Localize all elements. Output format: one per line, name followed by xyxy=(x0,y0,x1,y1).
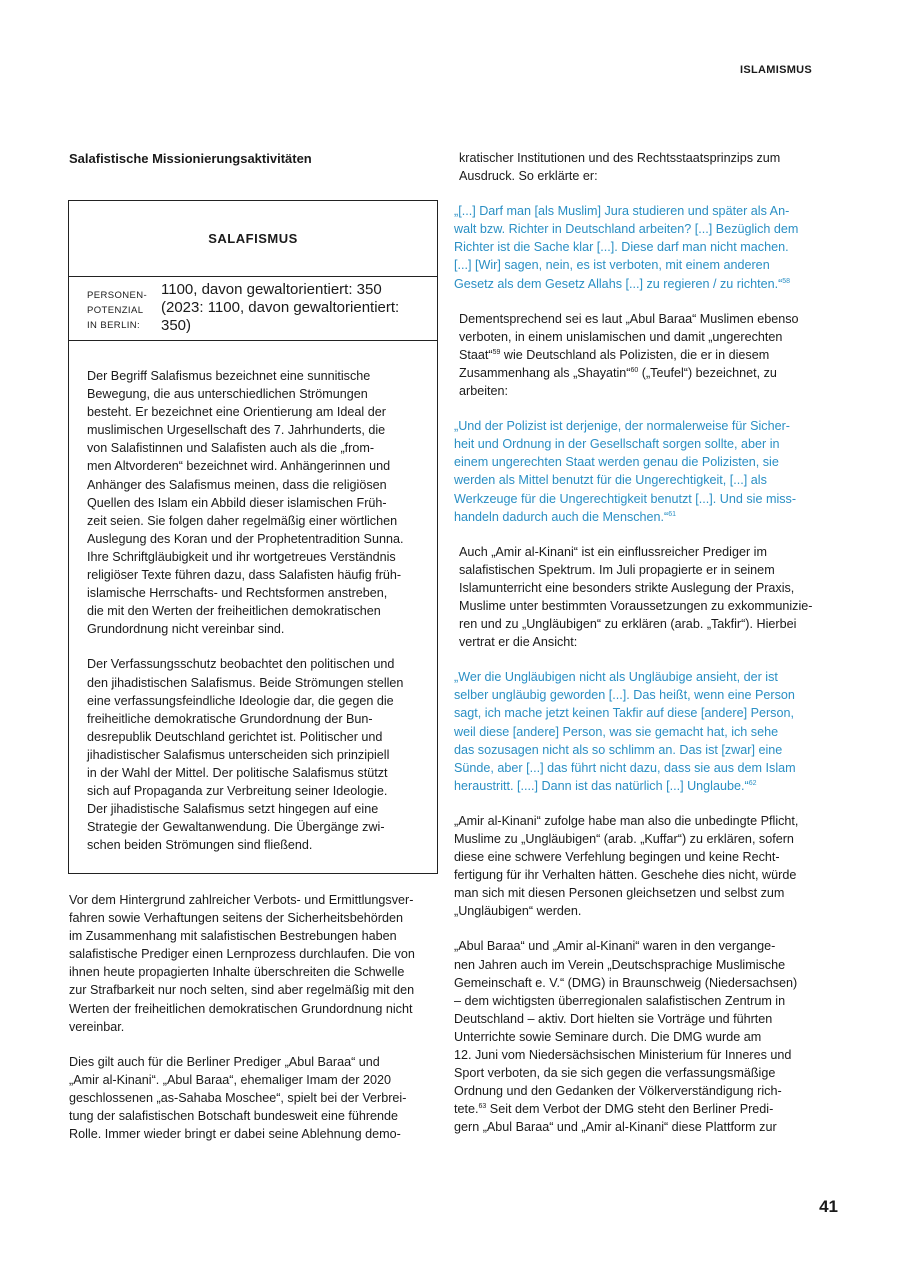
potential-value-line: 350) xyxy=(161,317,192,334)
text-line: 12. Juni vom Niedersächsischen Ministerium für Inneres und xyxy=(454,1048,792,1063)
body-paragraph xyxy=(459,543,839,652)
footnote-ref: 59 xyxy=(492,348,501,356)
text-line: Sport verboten, da sie sich gegen die verfassungsmäßige xyxy=(454,1066,776,1081)
text-line: Unterrichte sowie Seminare durch. Die DMG wurde am xyxy=(454,1029,762,1044)
text-line: Islamunterricht eine besonders strikte Auslegung der Praxis, xyxy=(459,580,795,595)
text-line: „Abul Baraa“ und „Amir al-Kinani“ waren in den vergange- xyxy=(454,939,776,954)
text-line: diese eine schwere Verfehlung begingen und keine Recht- xyxy=(454,850,780,865)
footnote-ref: 61 xyxy=(668,510,677,518)
body-paragraph xyxy=(454,937,839,1136)
text-line: die mit den Werten der freiheitlichen demokratischen xyxy=(87,604,381,619)
text-fragment: wie Deutschland als Polizisten, die er in diesem xyxy=(500,347,770,362)
text-line: Ihre Schriftgläubigkeit und ihr wortgetreues Verständnis xyxy=(87,549,396,564)
text-line: tung der salafistischen Botschaft bundesweit eine führende xyxy=(69,1109,399,1124)
text-line: „[...] Darf man [als Muslim] Jura studieren und später als An- xyxy=(454,204,790,219)
text-line: jihadistischer Salafismus unterscheiden sich prinzipiell xyxy=(87,747,390,762)
text-line: im Zusammenhang mit salafistischen Bestrebungen haben xyxy=(69,929,397,944)
text-line: Gesetz als dem Gesetz Allahs [...] zu regieren / zu richten.“ xyxy=(454,276,783,291)
running-header: ISLAMISMUS xyxy=(740,64,813,76)
quote-block xyxy=(454,417,839,526)
text-line: werden als Mittel benutzt für die Ungerechtigkeit, [...] als xyxy=(454,473,767,488)
text-line: handeln dadurch auch die Menschen.“ xyxy=(454,509,669,524)
text-line: Der Verfassungsschutz beobachtet den politischen und xyxy=(87,657,395,672)
potential-row xyxy=(69,276,437,341)
text-line: vertrat er die Ansicht: xyxy=(459,635,578,650)
text-line: Vor dem Hintergrund zahlreicher Verbots- und Ermittlungsver- xyxy=(69,893,414,907)
potential-label-line: POTENZIAL xyxy=(87,305,144,316)
text-line: den jihadistischen Salafismus. Beide Strömungen stellen xyxy=(87,675,404,690)
text-line: heraustritt. [....] Dann ist das natürlich [...] Unglaube.“ xyxy=(454,778,749,793)
text-line: „Ungläubigen“ werden. xyxy=(454,904,582,919)
text-fragment: tete. xyxy=(454,1102,479,1117)
text-fragment: („Teufel“) bezeichnet, zu xyxy=(638,365,777,380)
text-line: Auch „Amir al-Kinani“ ist ein einflussreicher Prediger im xyxy=(459,544,767,559)
text-line: „Und der Polizist ist derjenige, der normalerweise für Sicher- xyxy=(454,419,790,434)
body-paragraph xyxy=(454,812,839,921)
text-line: Sünde, aber [...] das führt nicht dazu, dass sie aus dem Islam xyxy=(454,760,796,775)
info-box xyxy=(68,200,438,874)
text-line: Richter ist die Sache klar [...]. Diese darf man nicht machen. xyxy=(454,240,789,255)
info-box-paragraph xyxy=(87,655,423,854)
text-line: Der jihadistische Salafismus setzt hingegen auf eine xyxy=(87,802,379,817)
text-line: „Wer die Ungläubigen nicht als Ungläubige ansieht, der ist xyxy=(454,670,778,685)
text-line: Muslime unter bestimmten Voraussetzungen zu exkommunizie- xyxy=(459,598,813,613)
text-line: [...] [Wir] sagen, nein, es ist verboten, mit einem anderen xyxy=(454,258,770,273)
footnote-ref: 60 xyxy=(630,366,639,374)
text-fragment: Staat“ xyxy=(459,347,493,362)
body-paragraph xyxy=(69,1053,444,1143)
text-fragment: Seit dem Verbot der DMG steht den Berliner Predi- xyxy=(486,1102,774,1117)
text-line: schen beiden Strömungen sind fließend. xyxy=(87,838,313,853)
text-line: besteht. Er bezeichnet eine Orientierung am Ideal der xyxy=(87,405,386,420)
potential-label-line: IN BERLIN: xyxy=(87,320,141,331)
text-line: nen Jahren auch im Verein „Deutschsprachige Muslimische xyxy=(454,957,786,972)
text-line: Werkzeuge für die Ungerechtigkeit benutzt [...]. Und sie miss- xyxy=(454,491,797,506)
text-line: Rolle. Immer wieder bringt er dabei seine Ablehnung demo- xyxy=(69,1127,401,1142)
text-line: religiöser Texte führen dazu, dass Salafisten häufig früh- xyxy=(87,568,402,583)
left-column-text xyxy=(69,891,444,1143)
text-line: salafistischen Spektrum. Im Juli propagierte er in seinem xyxy=(459,562,775,577)
potential-label xyxy=(87,288,153,333)
text-line: „Amir al-Kinani“ zufolge habe man also die unbedingte Pflicht, xyxy=(454,813,799,828)
body-paragraph xyxy=(69,891,444,1036)
text-line: in der Wahl der Mittel. Der politische Salafismus stützt xyxy=(87,765,388,780)
text-line: Quellen des Islam ein Abbild dieser islamischen Früh- xyxy=(87,495,387,510)
page-number: 41 xyxy=(819,1197,838,1216)
text-line: Anhänger des Salafismus meinen, dass die religiösen xyxy=(87,477,387,492)
info-box-title: SALAFISMUS xyxy=(69,201,437,277)
footnote-ref: 62 xyxy=(748,779,757,787)
text-line: kratischer Institutionen und des Rechtsstaatsprinzips zum xyxy=(459,151,781,165)
text-line: desrepublik Deutschland gerichtet ist. Politischer und xyxy=(87,729,383,744)
text-line: Dies gilt auch für die Berliner Prediger „Abul Baraa“ und xyxy=(69,1054,380,1069)
text-line: weil diese [andere] Person, was sie gemacht hat, ich sehe xyxy=(454,724,779,739)
text-line: eine verfassungsfeindliche Ideologie dar, die gegen die xyxy=(87,693,394,708)
text-line: geschlossenen „as-Sahaba Moschee“, spielt bei der Verbrei- xyxy=(69,1090,407,1105)
text-line: Strategie der Gewaltanwendung. Die Übergänge zwi- xyxy=(87,820,385,835)
text-line: Dementsprechend sei es laut „Abul Baraa“ Muslimen ebenso xyxy=(459,311,799,326)
section-title: Salafistische Missionierungsaktivitäten xyxy=(69,151,312,166)
text-line: Muslime zu „Ungläubigen“ (arab. „Kuffar“) zu erklären, sofern xyxy=(454,832,794,846)
text-line: heit und Ordnung in der Gesellschaft sorgen sollte, aber in xyxy=(454,437,780,452)
text-line: Deutschland – aktiv. Dort hielten sie Vorträge und führten xyxy=(454,1011,773,1026)
text-line: sich auf Propaganda zur Verbreitung seiner Ideologie. xyxy=(87,784,388,799)
text-line: freiheitliche demokratische Grundordnung der Bun- xyxy=(87,711,373,726)
text-line: Bewegung, die aus unterschiedlichen Strömungen xyxy=(87,387,368,402)
text-line: Grundordnung nicht vereinbar sind. xyxy=(87,622,285,637)
text-line: zeit seien. Sie folgen daher regelmäßig einer wörtlichen xyxy=(87,513,398,528)
text-line: sagt, ich mache jetzt keinen Takfir auf diese [andere] Person, xyxy=(454,706,794,721)
text-line: vereinbar. xyxy=(69,1019,125,1034)
text-line: man sich mit diesen Personen gleichsetzen und selbst zum xyxy=(454,886,785,901)
text-line: salafistische Prediger einen Lernprozess durchlaufen. Die von xyxy=(69,947,415,962)
text-line: das sozusagen nicht als so schlimm an. Das ist [zwar] eine xyxy=(454,742,783,757)
text-line: von Salafistinnen und Salafisten auch als die „from- xyxy=(87,441,375,456)
text-line: verboten, in einem unislamischen und damit „ungerechten xyxy=(459,329,783,344)
text-line: ren und zu „Ungläubigen“ zu erklären (arab. „Takfir“). Hierbei xyxy=(459,617,797,632)
potential-label-line: PERSONEN- xyxy=(87,290,148,301)
footnote-ref: 58 xyxy=(782,277,791,285)
text-line: „Amir al-Kinani“. „Abul Baraa“, ehemaliger Imam der 2020 xyxy=(69,1072,391,1087)
text-line: Gemeinschaft e. V.“ (DMG) in Braunschweig (Niedersachsen) xyxy=(454,975,798,990)
text-line: islamische Herrschafts- und Rechtsformen anstreben, xyxy=(87,586,388,601)
text-line: ihnen heute propagierten Inhalte überschreiten die Schwelle xyxy=(69,965,405,980)
text-line: Ordnung und den Gedanken der Völkerverständigung rich- xyxy=(454,1084,782,1099)
body-paragraph xyxy=(459,310,839,400)
potential-value-line: (2023: 1100, davon gewaltorientiert: xyxy=(161,299,400,316)
text-line: – dem wichtigsten überregionalen salafistischen Zentrum in xyxy=(454,993,786,1008)
text-line: Ausdruck. So erklärte er: xyxy=(459,169,598,184)
text-fragment: Zusammenhang als „Shayatin“ xyxy=(459,365,631,380)
right-column-text xyxy=(454,149,839,1137)
text-line: gern „Abul Baraa“ und „Amir al-Kinani“ diese Plattform zur xyxy=(454,1120,777,1135)
text-line: Auslegung des Koran und der Prophetentradition Sunna. xyxy=(87,531,404,546)
potential-value xyxy=(161,281,429,335)
info-box-paragraph xyxy=(87,367,423,638)
text-line: fahren sowie Verhaftungen seitens der Sicherheitsbehörden xyxy=(69,911,403,926)
text-line: selber ungläubig geworden [...]. Das heißt, wenn eine Person xyxy=(454,688,795,703)
text-line: Der Begriff Salafismus bezeichnet eine sunnitische xyxy=(87,369,371,383)
info-box-body xyxy=(87,367,423,871)
body-paragraph xyxy=(459,149,839,185)
text-line: einem ungerechten Staat werden genau die Polizisten, sie xyxy=(454,455,779,470)
text-line: walt bzw. Richter in Deutschland arbeiten? [...] Bezüglich dem xyxy=(454,222,799,237)
text-line: fertigung für ihr Verhalten hätten. Geschehe dies nicht, würde xyxy=(454,868,797,883)
text-line: zur Strafbarkeit nur noch selten, sind aber regelmäßig mit den xyxy=(69,983,415,998)
text-line: arbeiten: xyxy=(459,384,509,399)
text-line: muslimischen Urgesellschaft des 7. Jahrhunderts, die xyxy=(87,423,386,438)
potential-value-line: 1100, davon gewaltorientiert: 350 xyxy=(161,281,382,298)
quote-block xyxy=(454,202,839,292)
text-line: Werten der freiheitlichen demokratischen Grundordnung nicht xyxy=(69,1001,413,1016)
footnote-ref: 63 xyxy=(478,1103,487,1111)
quote-block xyxy=(454,668,839,795)
text-line: men Altvorderen“ bezeichnet wird. Anhängerinnen und xyxy=(87,459,391,474)
